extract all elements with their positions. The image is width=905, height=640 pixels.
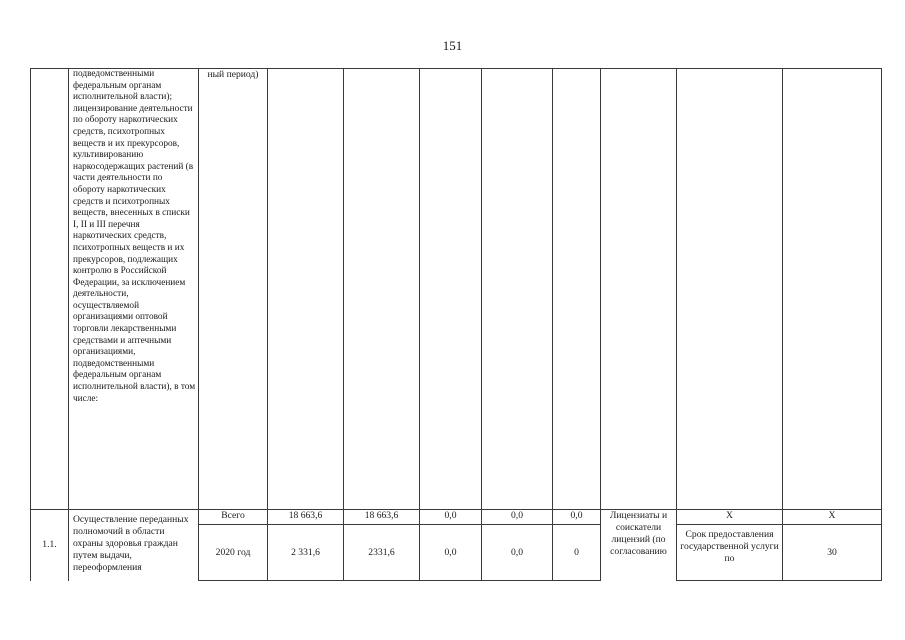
period-cell: Всего: [199, 510, 268, 525]
activity-description: Осуществление переданных полномочий в области охраны здоровья граждан путем выдачи, переоформления: [69, 510, 199, 581]
activity-description: подведомственными федеральным органам исполнительной власти); лицензирование деятельности по обороту наркотических средств, психотропных веществ и их прекурсоров, культивированию наркосодержащих растений (в части деятельности по обороту наркотических средств и психотропных веществ, внесенных в списки I, II и III перечня наркотических средств, психотропных веществ и их прекурсоров, подлежащих контролю в Российской Федерации, за исключением деятельности, осуществляемой организациями оптовой торговли лекарственными средствами и аптечными организациями, подведомственными федеральным органам исполнительной власти), в том числе:: [69, 69, 199, 510]
federal-budget-cell: 2331,6: [344, 525, 420, 581]
participants-cell: Лицензиаты и соискатели лицензий (по согласованию: [601, 510, 677, 581]
other-sources-cell: 0,0: [553, 510, 601, 525]
total-cell: 18 663,6: [268, 510, 344, 525]
other-sources-cell: 0: [553, 525, 601, 581]
other-sources-cell: [553, 69, 601, 510]
federal-budget-cell: 18 663,6: [344, 510, 420, 525]
regional-budget-cell: [420, 69, 482, 510]
indicator-cell: Х: [677, 510, 783, 525]
federal-budget-cell: [344, 69, 420, 510]
regional-budget-cell: 0,0: [420, 510, 482, 525]
indicator-cell: [677, 69, 783, 510]
period-cell: 2020 год: [199, 525, 268, 581]
indicator-cell: Срок предоставления государственной услуги по: [677, 525, 783, 581]
indicator-value-cell: [783, 69, 882, 510]
row-number-cell: 1.1.: [31, 510, 69, 581]
indicator-value-cell: Х: [783, 510, 882, 525]
budget-table: [30, 68, 882, 581]
period-cell: ный период): [199, 69, 268, 510]
total-cell: 2 331,6: [268, 525, 344, 581]
row-number-cell: [31, 69, 69, 510]
table-row: [31, 510, 882, 525]
local-budget-cell: 0,0: [482, 510, 553, 525]
local-budget-cell: [482, 69, 553, 510]
total-cell: [268, 69, 344, 510]
participants-cell: [601, 69, 677, 510]
continued-row: [31, 69, 882, 510]
local-budget-cell: 0,0: [482, 525, 553, 581]
indicator-value-cell: 30: [783, 525, 882, 581]
regional-budget-cell: 0,0: [420, 525, 482, 581]
page-number: 151: [442, 38, 463, 53]
